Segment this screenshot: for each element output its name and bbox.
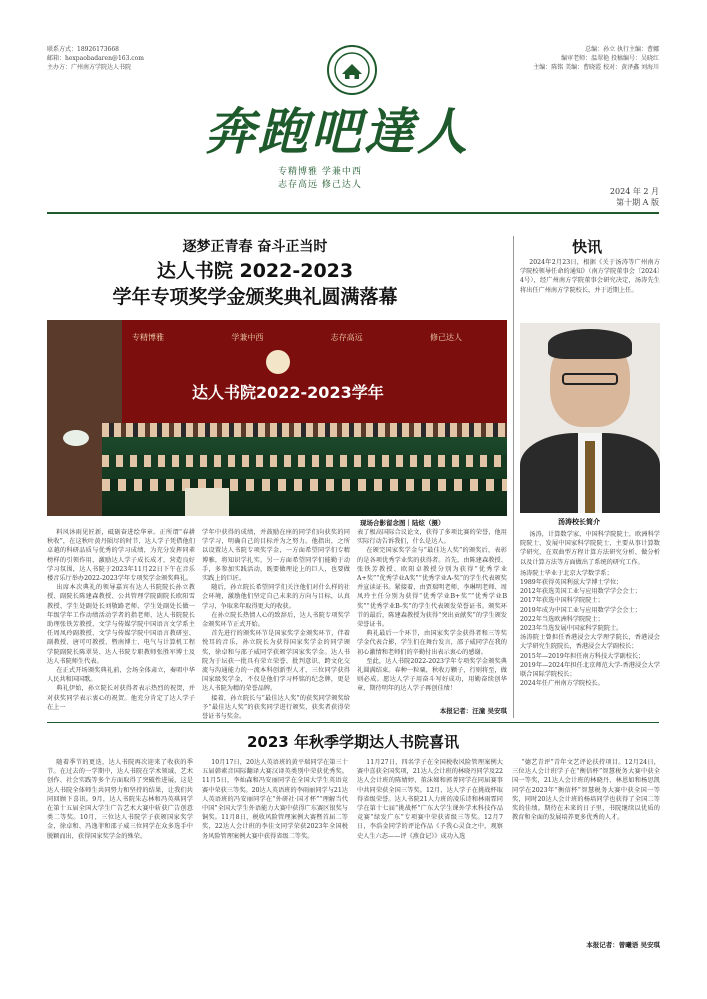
autumn-byline: 本报记者：曾曦语 吴安琪 <box>586 941 660 949</box>
autumn-heading: 2023 年秋季学期达人书院喜讯 <box>247 733 459 751</box>
portrait-caption: 汤涛校长简介 <box>558 517 600 526</box>
seal-banner <box>185 488 229 516</box>
photo-caption: 现场合影留念图｜陆炫（摄） <box>360 519 445 527</box>
lead-column-1 <box>47 528 195 716</box>
lead-paragraph: 料风沐雨见匠新，砥砺奋进绘华章。正所谓“春耕秋收”，在这秋叶黄丹陨尽的时节，达人学子凭借他们卓越的科研品质与优秀的学习成绩，为充分发挥同辈榜样的引领作用，激励达人学子成长成才，营造良好学习氛围，达人书院于2023年11月22日下午在音乐楼音乐厅举办2022-2023学年专项奖学金颁奖典礼。 <box>47 529 195 583</box>
lead-byline: 本报记者：汪潼 吴安琪 <box>439 707 507 715</box>
stage-seal-icon <box>266 350 290 374</box>
bio-intro: 汤涛，计算数学家，中国科学院院士，欧洲科学院院士，发展中国家科学院院士，主要从事计算数学研究，在双曲型方程计算方法研究分析、做分析以及计算方法等方面做出了系统的研究工作。 <box>520 531 660 566</box>
bio-item: 2015年—2019年担任南方科技大学副校长； <box>520 652 645 660</box>
stage-slogan-3: 志存高远 <box>330 333 363 342</box>
lead-paragraph: 出席本次典礼的领导嘉宾有达人书院院长孙立教授、副院长陈建森教授、公共管理学院副院长欧阳雪教授、学生处副处长刘敬路老师、学生处副处长做一年级学年工作动绩活动学者的指老师、达人书院院长助理张铁芳教授、文学与传媒学院中国语言文学系主任周凤玲副教授、文学与传媒学院中国语言教研室、副教授、唐可可教授、暨南博士、电气与计算机工程学院副院长陈翠昊、达人书院专职教师张胜军博士及达人书院师生代表。 <box>47 584 195 665</box>
group-photo <box>47 320 507 516</box>
lead-paragraph: 表了极高国际合议论文，获得了多项比赛的荣誉，他用实际行动告诉我们，什么是达人。 <box>357 529 507 546</box>
lead-title-line-1: 达人书院 2022-2023 <box>156 260 354 282</box>
autumn-paragraph: 随着季节的更迭，达人书院再次迎来了收获的季节。在过去的一学期中，达人书院在学术领域、艺术创作、社会实践等多个方面取得了突破性进展，这是达人书院全体师生共同努力和坚持的结果，让我们共同回顾下喜讯。9月，达人书院朱志林和冯英琪同学在第十五届全国大学生广告艺术大赛中斩获广告创意类二等奖。10月，三位达人书院学子获颁国家奖学金，徐卓和、冯逸菲和邵子威三位同学在众多选手中脱颖而出，获得国家奖学金的殊荣。 <box>47 759 193 840</box>
autumn-column-4 <box>512 758 660 938</box>
stage-slogan-4: 修己达人 <box>429 333 462 342</box>
autumn-column-3 <box>357 758 503 958</box>
bio-item: 2012年获选美国工业与应用数学学会会士； <box>520 588 641 596</box>
issue-date: 2024 年 2 月 <box>609 187 659 196</box>
college-seal-icon <box>327 45 377 95</box>
editor-credits-3: 主编：陈铭 美编：曹晓霞 校对：黄泽鑫 刘海川 <box>533 64 659 71</box>
lead-paragraph: 在正式开场颁奖典礼前，会场全体肃立，奏唱中华人民共和国国歌。 <box>47 667 195 684</box>
news-body: 2024年2月23日，根据《关于汤涛等广州南方学院校领导任命的通知》（南方学院董事会〔2024〕4号），经广州南方学院董事会研究决定，汤涛先生将出任广州南方学院校长，并于近期上任。 <box>520 259 660 294</box>
crowd <box>102 415 507 516</box>
bio-item: 2017年获选中国科学院院士； <box>520 597 604 605</box>
stage-slogans <box>132 332 462 346</box>
paper-title: 奔跑吧達人 <box>205 102 470 161</box>
news-heading: 快讯 <box>572 238 603 256</box>
section-divider <box>47 722 659 723</box>
autumn-column-1 <box>47 758 193 958</box>
issue-number: 第十期 A 版 <box>616 198 659 207</box>
lead-paragraph: 随后，孙立院长希望同学们关注他们对什么样的社会环境，激励他们坚定自己未来的方向与目标，认真学习，争取来年取得更大的收获。 <box>202 584 350 610</box>
slogan-line-2: 志存高远 修己达人 <box>278 180 362 190</box>
bio-item: 2019年成为中国工业与应用数学学会会士； <box>520 606 641 614</box>
slogan-line-1: 专精博雅 学兼中西 <box>278 167 362 177</box>
lead-paragraph: 在孙立院长热情人心的致辞后，达人书院专项奖学金颁奖环节正式开始。 <box>202 611 350 629</box>
header-divider <box>47 212 659 214</box>
lead-column-3 <box>357 528 507 704</box>
autumn-column-2 <box>202 758 348 958</box>
sidebar-divider <box>513 236 514 718</box>
autumn-paragraph: “德艺青评”青年文艺评论扶持项目。12月24日，三位达人会计班学子在“衡信杯”智慧税务大赛中获全国一等奖，21达人会计班的林晓丹、林恩如和杨思凯同学在2023年“衡信杯”智慧税务大赛中获全国一等奖，同时20达人会计班的杨培同学也获得了全国二等奖的佳绩。期待在未来的日子里，书院继续以优质的教育和全面的发展培养更多优秀的人才。 <box>512 759 660 822</box>
lead-paragraph: 接着，孙立院长与“最佳达人奖”的获奖同学颁奖给予“最佳达人奖”的获奖同学进行颁奖，获奖者获得荣誉证书与奖金。 <box>202 694 350 721</box>
bio-item: 2019年—2024年担任北京师范大学-香港浸会大学联合国际学院校长； <box>520 661 660 679</box>
contact-phone: 联系方式：18926173668 <box>47 46 119 53</box>
stage-slogan-1: 专精博雅 <box>132 333 164 342</box>
editor-credits-2: 编审老师：温翠艳 投稿编号：吴晓红 <box>561 55 659 62</box>
bio-item: 2024年任广州南方学院校长。 <box>520 680 604 688</box>
bio-item: 2022年当选欧洲科学院院士； <box>520 615 604 623</box>
editor-credits-1: 总编：孙立 执行主编：曹娜 <box>585 46 659 53</box>
bio-item: 汤涛院士毕业于北京大学数学系； <box>520 569 613 577</box>
lead-paragraph: 首先进行的颁奖环节是国家奖学金颁奖环节，伴着悦耳的音乐，孙立院长为获得国家奖学金的同学颁奖，徐卓和与邵子威同学获颁学国家奖学金。达人书院为于坛获一批具有荣立荣誉、批判意识、跨文化交流与沟通能力的一流本科创新型人才，三位同学获得国家级奖学金，不仅是他们学习杯铭的纪念牌，更是达人书院为精的荣誉品牌。 <box>202 630 350 693</box>
stage-slogan-2: 学兼中西 <box>231 333 264 342</box>
autumn-paragraph: 10月17日，20达人英语班的黄平瑞同学在第三十五届韩素音国际翻译大赛汉译英类别中荣获优秀奖。11月5日，李灿森和冯安丽同学在全国大学生英语竞赛中荣获三等奖。20达人英语班的李雨丽同学与21达人英语班的冯安丽同学在“外研社·国才杯”“理解当代中国”全国大学生外语能力大赛中获得广东赛区银奖与铜奖。11月8日，税收风险管理案例大赛暨首届二等奖，22达人会计班的李佳文同学荣获2023年全国税务风险管理案例大赛中获得省级二等奖。 <box>202 759 348 840</box>
bio-box <box>520 530 660 716</box>
lead-column-2 <box>202 528 350 721</box>
autumn-paragraph: 11月27日，四名学子在全国税收风险管理案例大赛中喜获全国奖项，21达人会计班的林晓丹同学及22达人会计班的陈婧婷、董沫娣和郭菁同学在同届赛事中共同荣获全国三等奖。12月，达人学子在挑战杯取得省级荣誉。达人书院21人力班的凌乐诗和林雨霏同学在第十七届“挑战杯”广东大学生课外学术科技作品竞赛“绿发广东”专项赛中荣获省级三等奖。12月7日，李浩金同学的评论作品《予我心灵食之中，观察史人生六态——评《燕食记》》成功入选 <box>357 759 503 840</box>
lead-paragraph: 学年中获得的成绩，并鼓励在座的同学们向获奖的同学学习，明确自己的目标并为之努力。他指出，之所以设置达人书院专项奖学金，一方面希望同学们专精博雅，将知识学扎实，另一方面希望同学们能勤于动手，多参加实践活动，既要做理论上的巨人，也要做实践上的巨匠。 <box>202 529 350 583</box>
slogan <box>278 166 362 192</box>
bio-item: 1989年获得英国利兹大学博士学位； <box>520 579 623 587</box>
lead-title-line-2: 学年专项奖学金颁奖典礼圆满落幕 <box>112 286 398 308</box>
issue-info <box>610 186 659 208</box>
lead-paragraph: 至此，达人书院2022-2023学年专项奖学金颁奖典礼圆满结束。春种一粒粟，秋收万颗子，行则将至，做则必成。愿达人学子用奋斗写好成功，用勤奋续创华章，期待明年的达人学子再创佳绩！ <box>357 657 507 693</box>
lead-paragraph: 在颁完国家奖学金与“最佳达人奖”的颁奖后，表彰的是各项优秀学业奖的获得者。首先，由陈建森教授、张铁芳教授、欧阳卓教授分别为获得“优秀学业A+奖”“优秀学业A奖”“优秀学业A-奖”的学生代表颁奖并宣读证书。紧接着，由贾瑞明老师、李琳明老师、周凤玲主任分别为获得“优秀学业B+奖”“优秀学业B奖”“优秀学业B-奖”的学生代表颁发荣誉证书。颁奖环节的最后，陈建森教授为获得“突出贡献奖”的学生颁发荣誉证书。 <box>357 547 507 629</box>
contact-email: 邮箱：hexpaobadaren@163.com <box>47 55 144 62</box>
lead-kicker: 逐梦正青春 奋斗正当时 <box>182 239 328 255</box>
news-body-box <box>520 258 660 320</box>
lead-paragraph: 典礼最后一个环节，由国家奖学金获得者和三等奖学金代表合影，学生们在舞台发言，邵子威同学在我的初心激情和老师们的辛勤付出表示衷心的感谢。 <box>357 630 507 656</box>
principal-portrait <box>520 323 660 513</box>
flower-arrangement <box>63 430 89 446</box>
stage-banner-text: 达人书院2022-2023学年 <box>192 383 384 402</box>
bio-item: 2023年当选发展中国家科学院院士。 <box>520 625 623 633</box>
lead-paragraph: 典礼伊始，孙立院长对获得者表示热烈的祝贺，并对获奖同学表示衷心的祝贺。他充分肯定了达人学子在上一 <box>47 685 195 711</box>
host-unit: 主办方：广州南方学院达人书院 <box>47 64 132 71</box>
bio-item: 汤涛院士曾担任香港浸会大学理学院长，香港浸会大学研究生院院长，香港浸会大学副校长； <box>520 634 660 651</box>
